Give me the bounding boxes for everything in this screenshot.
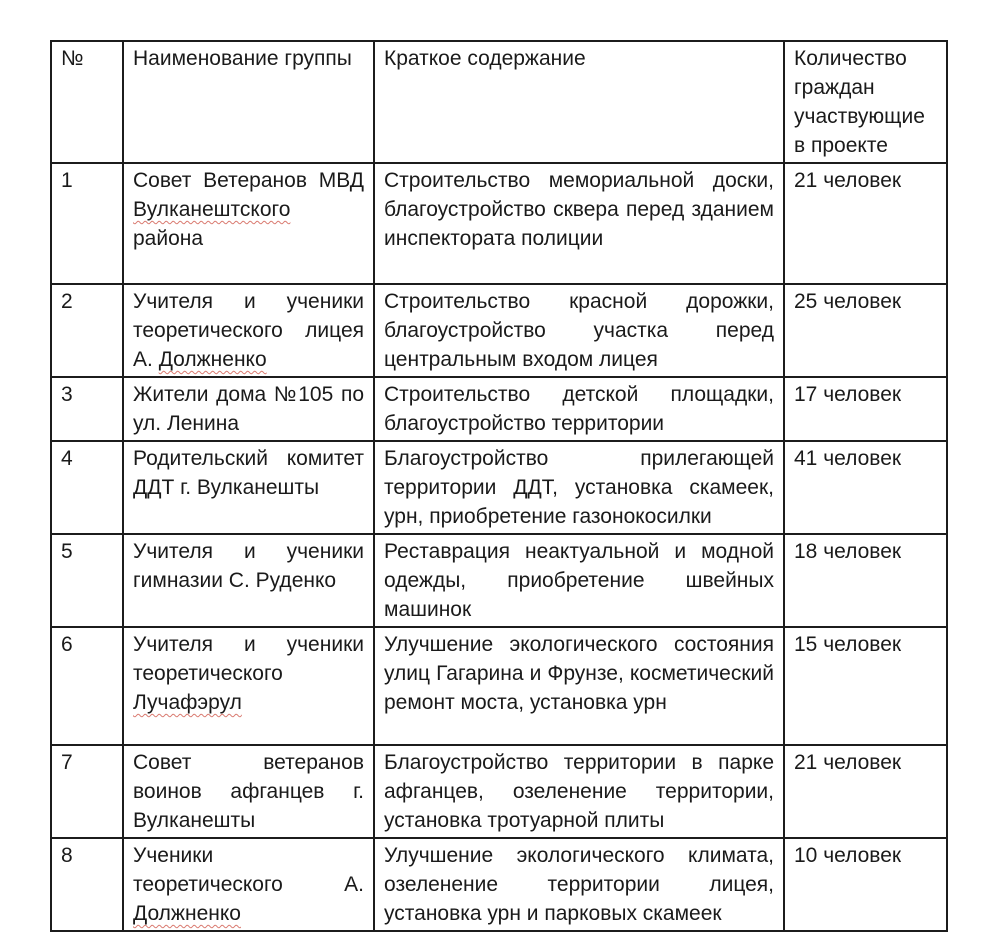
group-text: Учителя и ученики теоретического — [133, 633, 364, 685]
group-name-cell — [123, 534, 374, 627]
group-text: Учителя и ученики теоретического лицея А. — [133, 290, 364, 371]
group-name-cell — [123, 745, 374, 838]
citizen-count-cell: 10 человек — [784, 838, 947, 931]
citizen-count-cell: 15 человек — [784, 627, 947, 745]
table-row — [51, 163, 947, 284]
row-number: 1 — [51, 163, 123, 284]
citizen-count-cell: 21 человек — [784, 745, 947, 838]
table-header-row — [51, 41, 947, 163]
group-name-cell — [123, 627, 374, 745]
row-number: 6 — [51, 627, 123, 745]
table-row — [51, 627, 947, 745]
groups-table — [50, 40, 948, 932]
row-number: 3 — [51, 377, 123, 441]
group-name-cell — [123, 163, 374, 284]
group-text: Жители дома №105 по ул. Ленина — [133, 383, 364, 435]
group-name-cell — [123, 377, 374, 441]
misspelled-word: Лучафэрул — [133, 691, 242, 714]
group-name-cell — [123, 284, 374, 377]
group-name-cell — [123, 838, 374, 931]
table-row — [51, 377, 947, 441]
header-brief-content: Краткое содержание — [374, 41, 784, 163]
group-text: Родительский комитет ДДТ г. Вулканешты — [133, 447, 364, 499]
table-row — [51, 284, 947, 377]
row-number: 7 — [51, 745, 123, 838]
group-text: Совет Ветеранов МВД — [133, 169, 364, 192]
table-row — [51, 534, 947, 627]
group-text: Ученики теоретического А. — [133, 844, 364, 896]
brief-content-cell: Строительство детской площадки, благоустройство территории — [374, 377, 784, 441]
citizen-count-cell: 18 человек — [784, 534, 947, 627]
header-group-name: Наименование группы — [123, 41, 374, 163]
misspelled-word: Должненко — [158, 348, 267, 371]
group-name-cell — [123, 441, 374, 534]
table-row — [51, 838, 947, 931]
group-text: района — [133, 227, 204, 250]
row-number: 8 — [51, 838, 123, 931]
table-row — [51, 441, 947, 534]
misspelled-word: Должненко — [133, 902, 241, 925]
header-citizen-count: Количество граждан участвующие в проекте — [784, 41, 947, 163]
citizen-count-cell: 21 человек — [784, 163, 947, 284]
brief-content-cell: Благоустройство прилегающей территории ДДТ, установка скамеек, урн, приобретение газонокосилки — [374, 441, 784, 534]
brief-content-cell: Благоустройство территории в парке афганцев, озеленение территории, установка тротуарной плиты — [374, 745, 784, 838]
group-text: Совет ветеранов воинов афганцев г. Вулканешты — [133, 751, 364, 832]
brief-content-cell: Улучшение экологического климата, озеленение территории лицея, установка урн и парковых скамеек — [374, 838, 784, 931]
citizen-count-cell: 25 человек — [784, 284, 947, 377]
brief-content-cell: Строительство красной дорожки, благоустройство участка перед центральным входом лицея — [374, 284, 784, 377]
row-number: 4 — [51, 441, 123, 534]
brief-content-cell: Строительство мемориальной доски, благоустройство сквера перед зданием инспектората полиции — [374, 163, 784, 284]
row-number: 2 — [51, 284, 123, 377]
brief-content-cell: Улучшение экологического состояния улиц Гагарина и Фрунзе, косметический ремонт моста, установка урн — [374, 627, 784, 745]
header-number: № — [51, 41, 123, 163]
citizen-count-cell: 17 человек — [784, 377, 947, 441]
table-row — [51, 745, 947, 838]
misspelled-word: Вулканештского — [133, 198, 291, 221]
citizen-count-cell: 41 человек — [784, 441, 947, 534]
group-text: Учителя и ученики гимназии С. Руденко — [133, 540, 364, 592]
row-number: 5 — [51, 534, 123, 627]
brief-content-cell: Реставрация неактуальной и модной одежды, приобретение швейных машинок — [374, 534, 784, 627]
